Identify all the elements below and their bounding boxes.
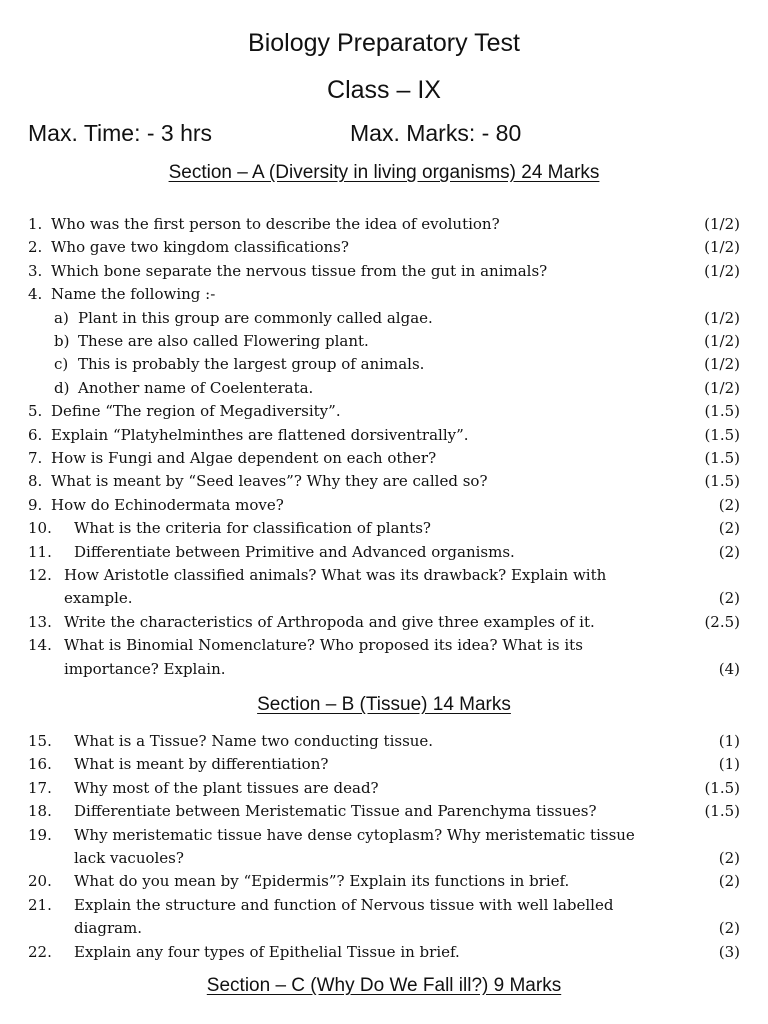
question-text: Differentiate between Meristematic Tissue and Parenchyma tissues? xyxy=(74,802,597,821)
marks-value: (1/2) xyxy=(704,308,740,327)
question-number: 21. xyxy=(28,895,52,914)
marks-value: (2) xyxy=(718,542,740,561)
question-text: What is meant by “Seed leaves”? Why they are called so? xyxy=(51,472,488,491)
question-number: 19. xyxy=(28,825,52,844)
marks-value: (1.5) xyxy=(704,402,740,421)
question-number: 17. xyxy=(28,778,52,797)
question-row xyxy=(28,400,740,423)
question-row xyxy=(28,447,740,470)
question-row xyxy=(28,611,740,634)
question-row xyxy=(28,260,740,283)
marks-value: (2) xyxy=(718,589,740,608)
marks-value: (2) xyxy=(718,919,740,938)
question-text: Which bone separate the nervous tissue from the gut in animals? xyxy=(51,261,548,280)
question-row xyxy=(28,236,740,259)
max-time: Max. Time: - 3 hrs xyxy=(28,120,213,146)
question-text: These are also called Flowering plant. xyxy=(78,332,369,350)
marks-value: (1.5) xyxy=(704,449,740,467)
question-number: 18. xyxy=(28,802,52,821)
question-row xyxy=(28,564,740,587)
question-number: 15. xyxy=(28,732,52,750)
marks-value: (1.5) xyxy=(704,472,740,491)
question-row xyxy=(28,894,740,917)
question-number: 6. xyxy=(28,425,43,444)
question-text: diagram. xyxy=(74,919,143,938)
question-text: Explain the structure and function of Nervous tissue with well labelled xyxy=(74,895,614,914)
question-text: Explain “Platyhelminthes are flattened dorsiventrally”. xyxy=(51,425,469,444)
question-number: 14. xyxy=(28,636,52,655)
question-number: 20. xyxy=(28,872,52,891)
question-number: 4. xyxy=(28,285,43,304)
marks-value: (1/2) xyxy=(704,215,740,233)
marks-value: (2) xyxy=(718,872,740,891)
question-row xyxy=(28,541,740,564)
question-row xyxy=(28,307,740,330)
marks-value: (2) xyxy=(718,495,740,514)
marks-value: (3) xyxy=(718,942,740,961)
marks-value: (1) xyxy=(718,755,740,774)
marks-value: (1/2) xyxy=(704,355,740,374)
question-text: Explain any four types of Epithelial Tissue in brief. xyxy=(74,942,460,961)
question-row xyxy=(28,917,740,940)
sub-question-letter: c) xyxy=(54,355,69,374)
class-label: Class – IX xyxy=(327,76,441,104)
marks-value: (1/2) xyxy=(704,238,740,257)
marks-value: (1/2) xyxy=(704,332,740,350)
question-row xyxy=(28,658,740,681)
max-marks: Max. Marks: - 80 xyxy=(350,120,522,146)
question-text: What is Binomial Nomenclature? Who proposed its idea? What is its xyxy=(64,636,583,655)
question-row xyxy=(28,330,740,353)
question-text: What is meant by differentiation? xyxy=(74,755,329,774)
question-number: 10. xyxy=(28,519,52,538)
question-number: 1. xyxy=(28,215,43,233)
question-text: Differentiate between Primitive and Advanced organisms. xyxy=(74,542,515,561)
question-row xyxy=(28,517,740,540)
question-text: importance? Explain. xyxy=(64,659,226,678)
question-number: 8. xyxy=(28,472,43,491)
question-number: 7. xyxy=(28,449,43,467)
question-text: Write the characteristics of Arthropoda and give three examples of it. xyxy=(64,612,595,631)
marks-value: (2) xyxy=(718,519,740,538)
question-number: 12. xyxy=(28,566,52,584)
question-text: How Aristotle classified animals? What was its drawback? Explain with xyxy=(64,566,607,584)
question-number: 9. xyxy=(28,495,43,514)
question-number: 16. xyxy=(28,755,52,774)
question-text: lack vacuoles? xyxy=(74,849,184,867)
question-text: What is a Tissue? Name two conducting tissue. xyxy=(74,732,434,750)
question-row xyxy=(28,730,740,753)
question-text: example. xyxy=(64,589,133,608)
question-row xyxy=(28,800,740,823)
question-row xyxy=(28,283,740,306)
question-text: Why most of the plant tissues are dead? xyxy=(74,778,379,797)
section-heading: Section – C (Why Do We Fall ill?) 9 Marks xyxy=(206,975,562,996)
question-row xyxy=(28,377,740,400)
question-text: What do you mean by “Epidermis”? Explain its functions in brief. xyxy=(74,872,570,891)
question-row xyxy=(28,753,740,776)
marks-value: (1/2) xyxy=(704,261,740,280)
marks-value: (1) xyxy=(718,732,740,750)
marks-value: (1.5) xyxy=(704,802,740,821)
question-row xyxy=(28,587,740,610)
question-text: Who gave two kingdom classifications? xyxy=(51,238,349,257)
question-text: This is probably the largest group of animals. xyxy=(78,355,425,374)
marks-value: (4) xyxy=(718,659,740,678)
marks-value: (2) xyxy=(718,849,740,867)
question-number: 2. xyxy=(28,238,43,257)
question-row xyxy=(28,424,740,447)
marks-value: (1/2) xyxy=(704,378,740,397)
question-row xyxy=(28,494,740,517)
question-text: Plant in this group are commonly called algae. xyxy=(78,308,433,327)
question-row xyxy=(28,847,740,870)
question-number: 22. xyxy=(28,942,52,961)
sub-question-letter: a) xyxy=(54,308,69,327)
question-text: What is the criteria for classification of plants? xyxy=(74,519,431,538)
paper-title: Biology Preparatory Test xyxy=(248,29,520,57)
question-row xyxy=(28,941,740,964)
question-number: 13. xyxy=(28,612,52,631)
question-text: Name the following :- xyxy=(51,285,216,304)
question-text: Why meristematic tissue have dense cytoplasm? Why meristematic tissue xyxy=(74,825,635,844)
question-number: 11. xyxy=(28,542,52,561)
question-text: Define “The region of Megadiversity”. xyxy=(51,402,341,421)
marks-value: (2.5) xyxy=(704,612,740,631)
question-text: How do Echinodermata move? xyxy=(51,495,284,514)
question-row xyxy=(28,213,740,236)
question-row xyxy=(28,870,740,893)
question-number: 3. xyxy=(28,261,43,280)
question-row xyxy=(28,470,740,493)
marks-value: (1.5) xyxy=(704,425,740,444)
question-text: Who was the first person to describe the idea of evolution? xyxy=(51,215,500,233)
question-row xyxy=(28,634,740,657)
question-row xyxy=(28,353,740,376)
sub-question-letter: d) xyxy=(54,378,70,397)
marks-value: (1.5) xyxy=(704,778,740,797)
sub-question-letter: b) xyxy=(54,332,70,350)
question-row xyxy=(28,777,740,800)
question-row xyxy=(28,824,740,847)
question-text: Another name of Coelenterata. xyxy=(78,378,314,397)
question-number: 5. xyxy=(28,402,43,421)
question-text: How is Fungi and Algae dependent on each other? xyxy=(51,449,437,467)
section-heading: Section – B (Tissue) 14 Marks xyxy=(257,694,511,715)
section-heading: Section – A (Diversity in living organisms) 24 Marks xyxy=(168,162,600,183)
